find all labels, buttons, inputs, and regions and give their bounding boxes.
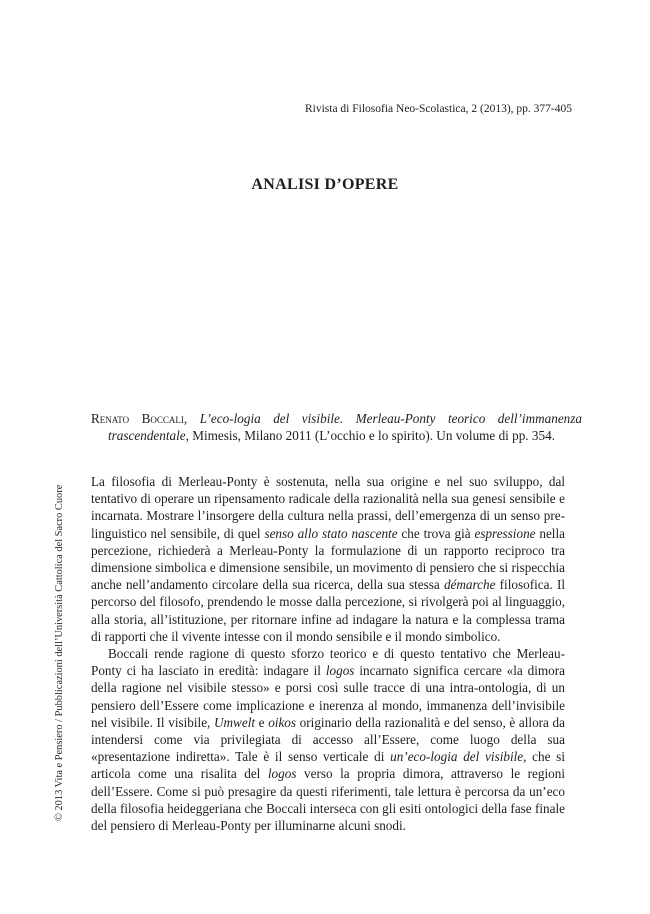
paragraph-2-text: originario della razionalità e del senso, è allora da intendersi come via privilegiata di accesso all’Essere, come luogo della sua «presentazione indiretta». Tale è il senso verticale di: [91, 714, 565, 765]
paragraph-2: [91, 645, 565, 834]
paragraph-1-italic: senso allo stato nascente: [264, 525, 398, 541]
paragraph-1-italic: espressione: [474, 525, 536, 541]
paragraph-2-italic: un’eco-logia del visibile: [390, 749, 524, 765]
paragraph-1-text: nella percezione, richiederà a Merleau-Ponty la formulazione di un rapporto reciproco tra dimensione simbolica e dimensione sensibile, un movimento di pensiero che si rispecchia anche nell’andamento circolare della sua ricerca, della sua stessa: [91, 525, 565, 593]
paragraph-2-text: , che si articola come una risalita del: [91, 749, 565, 782]
paragraph-2-italic: Umwelt: [214, 714, 256, 730]
paragraph-2-text: verso la propria dimora, attraverso le regioni dell’Essere. Come si può presagire da questi riferimenti, tale lettura è percorsa da un’eco della filosofia heideggeriana che Boccali interseca con gli esiti ontologici della fase finale del pensiero di Merleau-Ponty per illuminarne alcuni snodi.: [91, 766, 565, 834]
review-publication-info: , Mimesis, Milano 2011 (L’occhio e lo spirito). Un volume di pp. 354.: [185, 428, 555, 444]
review-book-title: L’eco-logia del visibile. Merleau-Ponty teorico dell’immanenza trascendentale: [108, 411, 583, 444]
paragraph-1-text: La filosofia di Merleau-Ponty è sostenuta, nella sua origine e nel suo sviluppo, dal tentativo di operare un ripensamento radicale della razionalità nella sua genesi sensibile e incarnata. Mostrare l’insorgere della cultura nella prassi, dell’emergenza di un senso pre-linguistico nel sensibile, di quel: [91, 474, 565, 541]
section-title: ANALISI D’OPERE: [251, 176, 399, 193]
copyright-notice: © 2013 Vita e Pensiero / Pubblicazioni dell’Università Cattolica del Sacro Cuore: [54, 484, 65, 821]
paragraph-2-text: Boccali rende ragione di questo sforzo teorico e di questo tentativo che Merleau-Ponty ci ha lasciato in eredità: indagare il: [91, 646, 565, 679]
paragraph-1-text: filosofica. Il percorso del filosofo, prendendo le mosse dalla percezione, si rivolgerà poi al linguaggio, alla storia, all’istituzione, per ritornare infine ad indagare la natura e la complessa trama di rapporti che il vivente intesse con il mondo sensibile e il mondo simbolico.: [91, 577, 566, 644]
review-bibliographic-entry: [91, 410, 582, 445]
paragraph-2-italic: logos: [267, 766, 297, 782]
paragraph-1-text: che trova già: [397, 525, 475, 541]
paragraph-2-italic: oikos: [268, 714, 297, 730]
paragraph-2-italic: logos: [325, 663, 355, 679]
paragraph-2-text: incarnato significa cercare «la dimora della ragione nel visibile stesso» e porsi così sulle tracce di una intra-ontologia, di un pensiero dell’Essere come implicazione e inerenza al mondo, immanenza dell’invisibile nel visibile. Il visibile,: [91, 663, 565, 730]
review-separator: ,: [183, 411, 200, 426]
journal-reference: Rivista di Filosofia Neo-Scolastica, 2 (2013), pp. 377-405: [304, 103, 572, 115]
paragraph-1: [91, 473, 565, 645]
paragraph-1-italic: démarche: [443, 577, 496, 593]
review-body: [91, 473, 565, 834]
paragraph-2-text: e: [255, 714, 269, 730]
review-author: Renato Boccali: [91, 411, 184, 426]
